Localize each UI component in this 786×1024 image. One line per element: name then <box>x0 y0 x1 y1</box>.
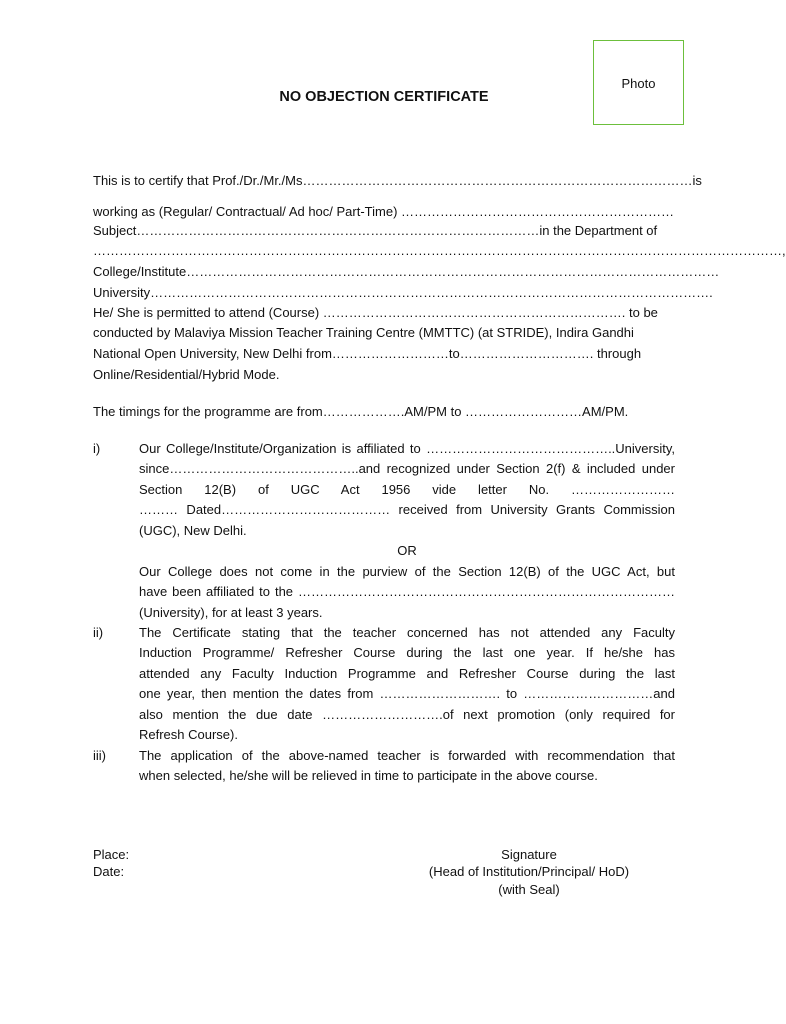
item1-alt-line-2: have been affiliated to the …………………………………………………………………………… <box>139 584 675 599</box>
item1-line-1: Our College/Institute/Organization is affiliated to ……………………………………..University, <box>139 441 675 456</box>
item3-number: iii) <box>93 748 106 763</box>
photo-label: Photo <box>621 76 656 91</box>
item1-alt-line-3: (University), for at least 3 years. <box>139 605 323 620</box>
page-title: NO OBJECTION CERTIFICATE <box>279 89 489 105</box>
item2-line-1: The Certificate stating that the teacher concerned has not attended any Faculty <box>139 625 675 640</box>
item2-line-2: Induction Programme/ Refresher Course during the last one year. If he/she has <box>139 645 675 660</box>
item1-alt-line-1: Our College does not come in the purview of the Section 12(B) of the UGC Act, but <box>139 564 675 579</box>
place-label: Place: <box>93 847 130 862</box>
para1-line-1: This is to certify that Prof./Dr./Mr./Ms………………………………………………………………………………is <box>93 173 702 188</box>
or-divider: OR <box>397 543 417 558</box>
para1-line-2: working as (Regular/ Contractual/ Ad hoc/ Part-Time) ……………………………………………………… <box>93 204 675 219</box>
item1-line-2: since……………………………………..and recognized under Section 2(f) & included under <box>139 461 675 476</box>
item1-line-5: (UGC), New Delhi. <box>139 523 247 538</box>
para1-line-7: He/ She is permitted to attend (Course) ……………………………………………………………. to be <box>93 305 658 320</box>
item1-number: i) <box>93 441 101 456</box>
item1-line-3: Section 12(B) of UGC Act 1956 vide letter No. …………………… <box>139 482 675 497</box>
item3-line-1: The application of the above-named teacher is forwarded with recommendation that <box>139 748 675 763</box>
date-label: Date: <box>93 864 125 879</box>
item1-line-4: ……… Dated………………………………… received from University Grants Commission <box>139 502 675 517</box>
item2-line-4: one year, then mention the dates from ………………………. to …………………………and <box>139 686 675 701</box>
timings-line: The timings for the programme are from……………….AM/PM to ………………………AM/PM. <box>93 404 629 419</box>
signatory-label: (Head of Institution/Principal/ HoD) <box>428 864 630 879</box>
item2-line-3: attended any Faculty Induction Programme and Refresher Course during the last <box>139 666 675 681</box>
para1-line-6: University…………………………………………………………………………………………………………………. <box>93 285 713 300</box>
seal-label: (with Seal) <box>498 882 560 897</box>
photo-box <box>593 40 684 125</box>
item3-line-2: when selected, he/she will be relieved in time to participate in the above course. <box>139 768 598 783</box>
para1-line-9: National Open University, New Delhi from………………………to…………………………. through <box>93 346 642 361</box>
para1-line-5: College/Institute…………………………………………………………………………………………………………… <box>93 264 720 279</box>
para1-line-10: Online/Residential/Hybrid Mode. <box>93 367 280 382</box>
signature-label: Signature <box>501 847 557 862</box>
para1-line-3: Subject…………………………………………………………………………………in the Department of <box>93 223 658 238</box>
item2-number: ii) <box>93 625 104 640</box>
item2-line-6: Refresh Course). <box>139 727 238 742</box>
item2-line-5: also mention the due date ……………………….of next promotion (only required for <box>139 707 675 722</box>
para1-line-4: ……………………………………………………………………………………………………………………………………………, <box>93 243 786 258</box>
para1-line-8: conducted by Malaviya Mission Teacher Training Centre (MMTTC) (at STRIDE), Indira Gandhi <box>93 325 634 340</box>
